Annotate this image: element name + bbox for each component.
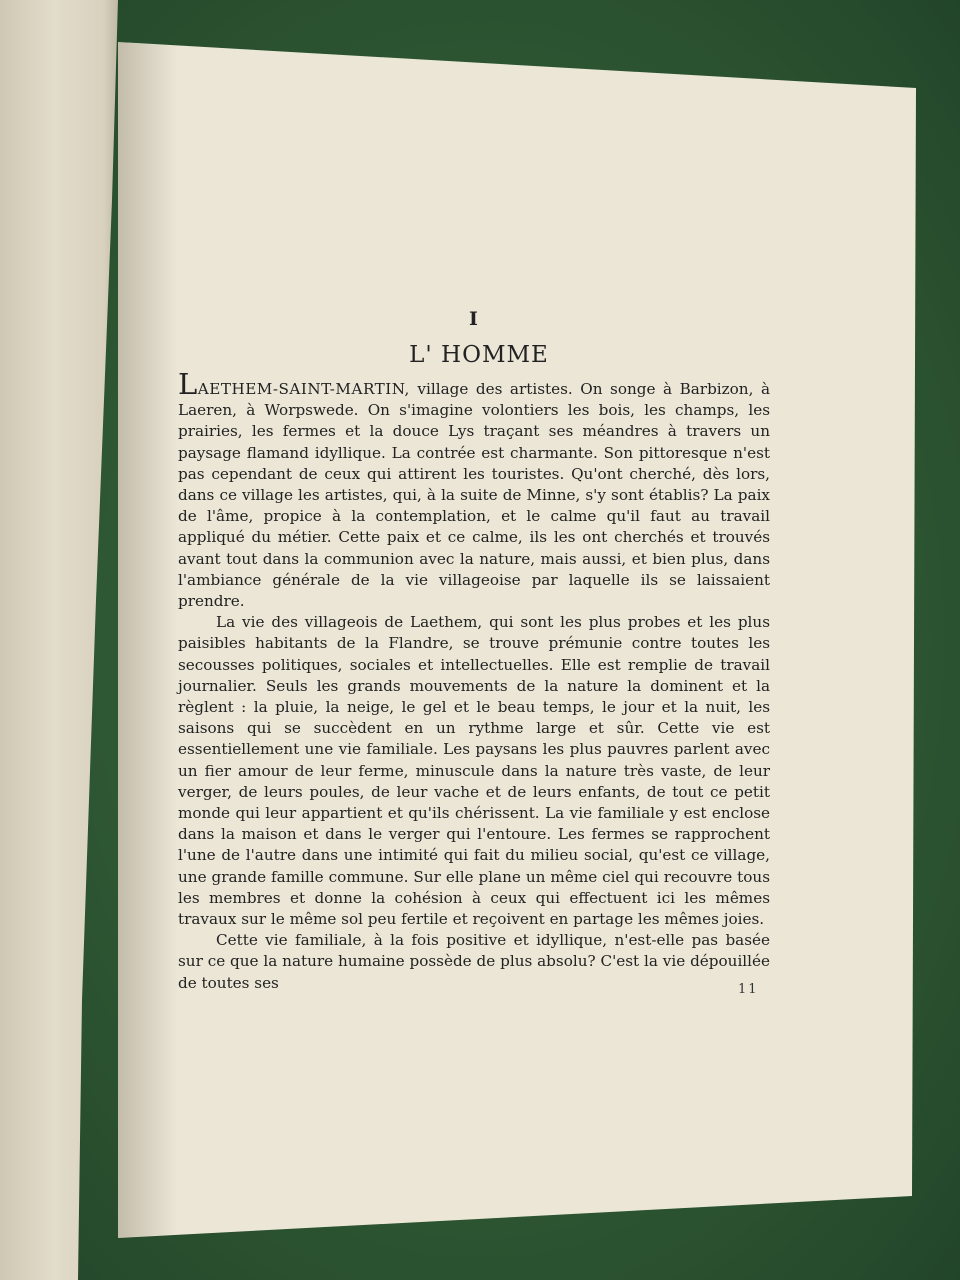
page-gutter-shadow: [118, 38, 178, 1238]
paragraph-1: [178, 367, 770, 612]
paragraph-2: La vie des villageois de Laethem, qui sont les plus probes et les plus paisibles habitants de la Flandre, se trouve prémunie contre toutes les secousses politiques, sociales et intellectuelles. Elle est remplie de travail journalier. Seuls les grands mouvements de la nature la dominent et la règlent : la pluie, la neige, le gel et le beau temps, le jour et la nuit, les saisons qui se succèdent en un rythme large et sûr. Cette vie est essentiellement une vie familiale. Les paysans les plus pauvres parlent avec un fier amour de leur ferme, minuscule dans la nature très vaste, de leur verger, de leurs poules, de leur vache et de leurs enfants, de tout ce petit monde qui leur appartient et qu'ils chérissent. La vie familiale y est enclose dans la maison et dans le verger qui l'entoure. Les fermes se rapprochent l'une de l'autre dans une intimité qui fait du milieu social, qu'est ce village, une grande famille commune. Sur elle plane un même ciel qui recouvre tous les membres et donne la cohésion à ceux qui effectuent ici les mêmes travaux sur le même sol peu fertile et reçoivent en partage les mêmes joies.: [178, 613, 770, 929]
page-number: 11: [738, 982, 759, 997]
paragraph-3: Cette vie familiale, à la fois positive et idyllique, n'est-elle pas basée sur ce que la nature humaine possède de plus absolu? C'est la vie dépouillée de toutes ses: [178, 931, 770, 992]
chapter-title: L' HOMME: [409, 342, 549, 368]
paragraph-1-text: village des artistes. On songe à Barbizon, à Laeren, à Worpswede. On s'imagine volontiers les bois, les champs, les prairies, les fermes et la douce Lys traçant ses méandres à travers un paysage flamand idyllique. La contrée est charmante. Son pittoresque n'est pas cependant de ceux qui attirent les touristes. Qu'ont cherché, dès lors, dans ce village les artistes, qui, à la suite de Minne, s'y sont établis? La paix de l'âme, propice à la contemplation, et le calme qu'il faut au travail appliqué du métier. Cette paix et ce calme, ils les ont cherchés et trouvés avant tout dans la communion avec la nature, mais aussi, et bien plus, dans l'ambiance générale de la vie villageoise par laquelle ils se laissaient prendre.: [178, 380, 770, 611]
page-text-block: [178, 308, 770, 994]
lead-small-caps: AETHEM-SAINT-MARTIN,: [197, 380, 410, 398]
drop-capital: L: [178, 367, 198, 401]
chapter-number: I: [469, 308, 479, 330]
